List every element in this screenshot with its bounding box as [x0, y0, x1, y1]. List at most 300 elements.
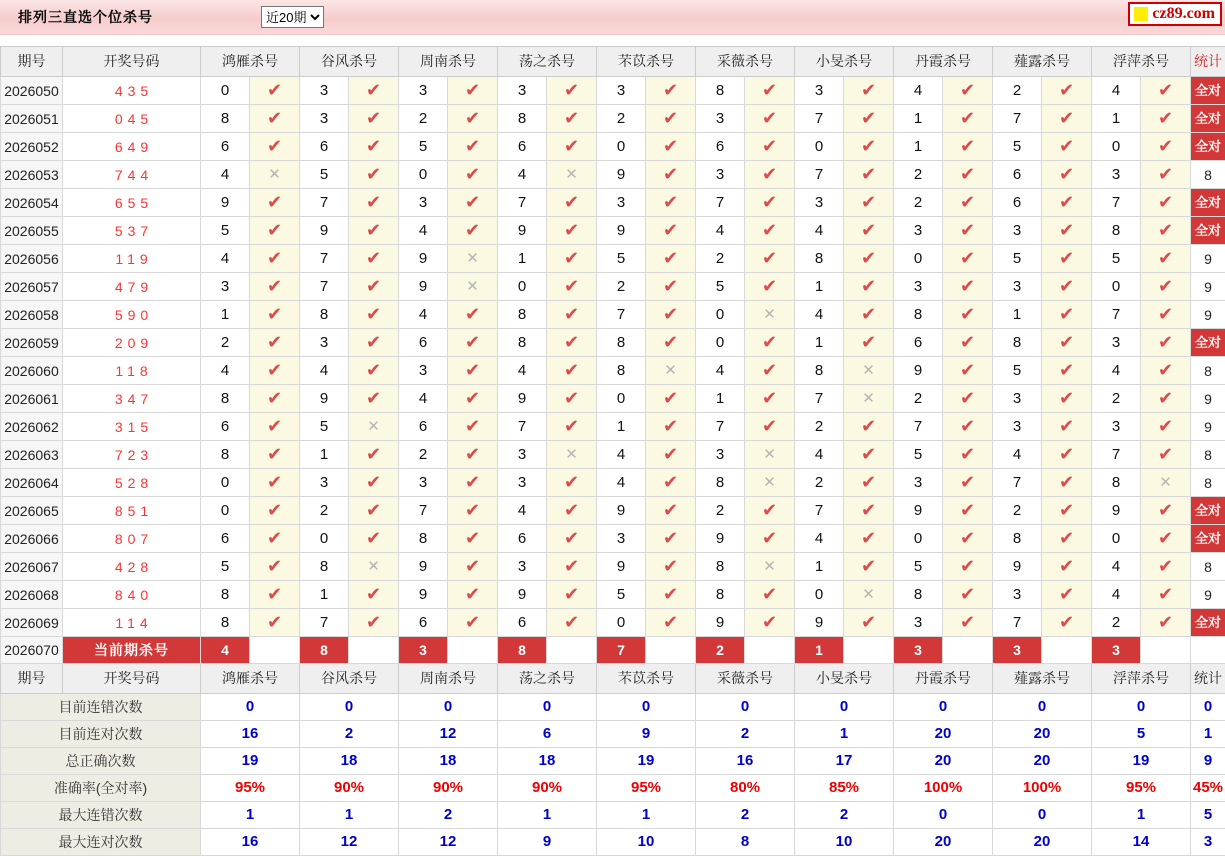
- kill-number-cell: 9: [300, 385, 349, 413]
- check-icon: ✔: [762, 500, 777, 520]
- check-icon: ✔: [1059, 584, 1074, 604]
- current-kill-cell: 8: [498, 637, 547, 664]
- summary-value-cell: 90%: [498, 775, 597, 802]
- check-icon: ✔: [465, 584, 480, 604]
- kill-number-cell: 8: [597, 329, 646, 357]
- mark-cell: [844, 357, 894, 385]
- mark-cell: [547, 581, 597, 609]
- mark-cell: [1042, 217, 1092, 245]
- check-icon: ✔: [960, 80, 975, 100]
- summary-label-cell: 最大连对次数: [1, 829, 201, 856]
- mark-cell: [646, 301, 696, 329]
- period-cell: 2026065: [1, 497, 63, 525]
- mark-cell: [646, 77, 696, 105]
- current-mark-placeholder: [943, 637, 993, 664]
- check-icon: ✔: [564, 332, 579, 352]
- mark-cell: [844, 441, 894, 469]
- table-row: [1, 217, 1225, 245]
- kill-number-cell: 9: [597, 553, 646, 581]
- mark-cell: [448, 357, 498, 385]
- x-icon: ✕: [862, 362, 875, 379]
- summary-row: [1, 748, 1225, 775]
- kill-number-cell: 0: [597, 385, 646, 413]
- column-header-expert-4: 荡之杀号: [498, 664, 597, 694]
- check-icon: ✔: [1158, 500, 1173, 520]
- kill-number-cell: 3: [894, 609, 943, 637]
- column-header-expert-2: 谷风杀号: [300, 664, 399, 694]
- current-kill-cell: 3: [894, 637, 943, 664]
- table-row: [1, 525, 1225, 553]
- mark-cell: [943, 245, 993, 273]
- mark-cell: [250, 301, 300, 329]
- summary-row: [1, 694, 1225, 721]
- mark-cell: [250, 329, 300, 357]
- x-icon: ✕: [268, 166, 281, 183]
- table-row: [1, 161, 1225, 189]
- current-kill-cell: 3: [993, 637, 1042, 664]
- check-icon: ✔: [861, 108, 876, 128]
- check-icon: ✔: [465, 304, 480, 324]
- check-icon: ✔: [366, 164, 381, 184]
- kill-number-cell: 6: [399, 413, 448, 441]
- kill-number-cell: 2: [894, 161, 943, 189]
- mark-cell: [1141, 161, 1191, 189]
- kill-number-cell: 1: [300, 581, 349, 609]
- kill-number-cell: 7: [795, 385, 844, 413]
- check-icon: ✔: [663, 332, 678, 352]
- kill-number-cell: 4: [993, 441, 1042, 469]
- mark-cell: [349, 469, 399, 497]
- column-header-expert-4: 荡之杀号: [498, 47, 597, 77]
- mark-cell: [1042, 497, 1092, 525]
- mark-cell: [844, 469, 894, 497]
- table-row: [1, 609, 1225, 637]
- winning-number-cell: 119: [63, 245, 201, 273]
- column-header-winning-number: 开奖号码: [63, 664, 201, 694]
- mark-cell: [1141, 581, 1191, 609]
- summary-value-cell: 12: [399, 721, 498, 748]
- check-icon: ✔: [960, 332, 975, 352]
- kill-number-cell: 4: [795, 525, 844, 553]
- current-mark-placeholder: [646, 637, 696, 664]
- kill-number-cell: 4: [696, 217, 745, 245]
- check-icon: ✔: [762, 136, 777, 156]
- kill-number-cell: 7: [993, 105, 1042, 133]
- kill-number-cell: 9: [597, 161, 646, 189]
- mark-cell: [250, 413, 300, 441]
- mark-cell: [448, 77, 498, 105]
- kill-number-cell: 9: [894, 357, 943, 385]
- mark-cell: [1141, 77, 1191, 105]
- column-header-expert-3: 周南杀号: [399, 47, 498, 77]
- mark-cell: [349, 217, 399, 245]
- check-icon: ✔: [663, 136, 678, 156]
- kill-number-cell: 4: [1092, 357, 1141, 385]
- check-icon: ✔: [564, 388, 579, 408]
- summary-label-cell: 准确率(全对率): [1, 775, 201, 802]
- stat-cell: 8: [1191, 553, 1225, 581]
- kill-number-cell: 4: [201, 245, 250, 273]
- kill-number-cell: 6: [399, 329, 448, 357]
- mark-cell: [250, 525, 300, 553]
- check-icon: ✔: [861, 332, 876, 352]
- mark-cell: [250, 189, 300, 217]
- kill-number-cell: 6: [993, 189, 1042, 217]
- kill-number-cell: 3: [696, 105, 745, 133]
- mark-cell: [745, 497, 795, 525]
- check-icon: ✔: [465, 80, 480, 100]
- mark-cell: [1141, 469, 1191, 497]
- kill-number-cell: 9: [894, 497, 943, 525]
- check-icon: ✔: [267, 416, 282, 436]
- mark-cell: [547, 301, 597, 329]
- x-icon: ✕: [763, 446, 776, 463]
- summary-value-cell: 1: [201, 802, 300, 829]
- kill-number-cell: 9: [399, 581, 448, 609]
- mark-cell: [547, 441, 597, 469]
- kill-number-cell: 1: [795, 273, 844, 301]
- mark-cell: [349, 329, 399, 357]
- mark-cell: [448, 609, 498, 637]
- kill-number-cell: 3: [498, 553, 547, 581]
- summary-value-cell: 16: [201, 721, 300, 748]
- kill-number-cell: 4: [1092, 581, 1141, 609]
- kill-number-cell: 3: [498, 469, 547, 497]
- stat-cell: 9: [1191, 301, 1225, 329]
- kill-number-cell: 2: [1092, 609, 1141, 637]
- mark-cell: [250, 441, 300, 469]
- check-icon: ✔: [564, 192, 579, 212]
- kill-number-cell: 7: [1092, 441, 1141, 469]
- current-kill-cell: 3: [1092, 637, 1141, 664]
- summary-value-cell: 17: [795, 748, 894, 775]
- x-icon: ✕: [763, 558, 776, 575]
- check-icon: ✔: [564, 472, 579, 492]
- mark-cell: [943, 301, 993, 329]
- summary-value-cell: 14: [1092, 829, 1191, 856]
- kill-number-cell: 0: [1092, 133, 1141, 161]
- period-cell: 2026068: [1, 581, 63, 609]
- kill-number-cell: 3: [993, 273, 1042, 301]
- check-icon: ✔: [960, 444, 975, 464]
- summary-value-cell: 0: [597, 694, 696, 721]
- kill-number-cell: 5: [894, 553, 943, 581]
- check-icon: ✔: [663, 472, 678, 492]
- kill-number-cell: 7: [696, 189, 745, 217]
- check-icon: ✔: [762, 388, 777, 408]
- check-icon: ✔: [762, 192, 777, 212]
- mark-cell: [250, 357, 300, 385]
- period-cell: 2026062: [1, 413, 63, 441]
- current-mark-placeholder: [745, 637, 795, 664]
- kill-number-cell: 0: [201, 497, 250, 525]
- mark-cell: [547, 189, 597, 217]
- summary-value-cell: 90%: [300, 775, 399, 802]
- summary-total-cell: 5: [1191, 802, 1225, 829]
- kill-number-cell: 5: [597, 245, 646, 273]
- mark-cell: [1141, 329, 1191, 357]
- mark-cell: [547, 217, 597, 245]
- summary-value-cell: 19: [1092, 748, 1191, 775]
- mark-cell: [745, 609, 795, 637]
- check-icon: ✔: [465, 556, 480, 576]
- check-icon: ✔: [564, 500, 579, 520]
- kill-number-cell: 4: [498, 357, 547, 385]
- column-header-expert-5: 芣苡杀号: [597, 664, 696, 694]
- mark-cell: [1042, 385, 1092, 413]
- mark-cell: [547, 469, 597, 497]
- kill-number-cell: 7: [795, 497, 844, 525]
- check-icon: ✔: [267, 556, 282, 576]
- mark-cell: [250, 245, 300, 273]
- summary-value-cell: 18: [399, 748, 498, 775]
- mark-cell: [646, 553, 696, 581]
- summary-row: [1, 721, 1225, 748]
- summary-value-cell: 9: [498, 829, 597, 856]
- summary-row: [1, 802, 1225, 829]
- mark-cell: [943, 385, 993, 413]
- check-icon: ✔: [465, 500, 480, 520]
- kill-number-cell: 3: [894, 217, 943, 245]
- summary-value-cell: 80%: [696, 775, 795, 802]
- mark-cell: [250, 385, 300, 413]
- stat-cell: 9: [1191, 245, 1225, 273]
- kill-number-cell: 3: [795, 77, 844, 105]
- check-icon: ✔: [1158, 360, 1173, 380]
- check-icon: ✔: [267, 80, 282, 100]
- column-header-expert-8: 丹霞杀号: [894, 664, 993, 694]
- mark-cell: [844, 609, 894, 637]
- check-icon: ✔: [267, 192, 282, 212]
- stat-cell: 9: [1191, 581, 1225, 609]
- kill-number-cell: 8: [498, 301, 547, 329]
- summary-value-cell: 85%: [795, 775, 894, 802]
- kill-number-cell: 0: [894, 245, 943, 273]
- stat-badge-all-correct: 全对: [1191, 525, 1225, 553]
- summary-value-cell: 1: [300, 802, 399, 829]
- stat-badge-all-correct: 全对: [1191, 105, 1225, 133]
- mark-cell: [349, 609, 399, 637]
- mark-cell: [646, 581, 696, 609]
- check-icon: ✔: [663, 444, 678, 464]
- kill-number-cell: 2: [993, 497, 1042, 525]
- kill-number-cell: 0: [498, 273, 547, 301]
- check-icon: ✔: [564, 360, 579, 380]
- kill-number-cell: 5: [201, 553, 250, 581]
- check-icon: ✔: [663, 108, 678, 128]
- mark-cell: [448, 497, 498, 525]
- kill-number-cell: 3: [399, 469, 448, 497]
- check-icon: ✔: [960, 416, 975, 436]
- kill-number-cell: 0: [399, 161, 448, 189]
- mark-cell: [349, 189, 399, 217]
- check-icon: ✔: [1158, 192, 1173, 212]
- check-icon: ✔: [861, 136, 876, 156]
- mark-cell: [646, 357, 696, 385]
- kill-number-cell: 5: [1092, 245, 1141, 273]
- kill-number-cell: 8: [993, 525, 1042, 553]
- kill-number-cell: 3: [597, 189, 646, 217]
- check-icon: ✔: [465, 444, 480, 464]
- check-icon: ✔: [564, 528, 579, 548]
- kill-number-cell: 0: [300, 525, 349, 553]
- kill-number-cell: 1: [498, 245, 547, 273]
- column-header-expert-9: 薤露杀号: [993, 47, 1092, 77]
- mark-cell: [844, 385, 894, 413]
- summary-value-cell: 5: [1092, 721, 1191, 748]
- summary-value-cell: 95%: [201, 775, 300, 802]
- table-row: [1, 413, 1225, 441]
- mark-cell: [1141, 133, 1191, 161]
- summary-value-cell: 0: [498, 694, 597, 721]
- check-icon: ✔: [267, 612, 282, 632]
- check-icon: ✔: [366, 584, 381, 604]
- check-icon: ✔: [366, 360, 381, 380]
- kill-number-cell: 8: [696, 469, 745, 497]
- check-icon: ✔: [960, 248, 975, 268]
- summary-value-cell: 0: [894, 802, 993, 829]
- kill-number-cell: 5: [300, 161, 349, 189]
- mark-cell: [448, 329, 498, 357]
- x-icon: ✕: [763, 474, 776, 491]
- column-header-expert-7: 小旻杀号: [795, 47, 894, 77]
- mark-cell: [349, 105, 399, 133]
- mark-cell: [547, 525, 597, 553]
- check-icon: ✔: [960, 556, 975, 576]
- winning-number-cell: 114: [63, 609, 201, 637]
- kill-number-cell: 0: [1092, 525, 1141, 553]
- period-cell: 2026064: [1, 469, 63, 497]
- kill-number-cell: 6: [696, 133, 745, 161]
- kill-number-cell: 9: [399, 553, 448, 581]
- column-header-period: 期号: [1, 47, 63, 77]
- summary-value-cell: 12: [399, 829, 498, 856]
- mark-cell: [1042, 553, 1092, 581]
- check-icon: ✔: [366, 220, 381, 240]
- summary-value-cell: 16: [696, 748, 795, 775]
- check-icon: ✔: [1059, 248, 1074, 268]
- mark-cell: [1141, 217, 1191, 245]
- kill-number-cell: 2: [993, 77, 1042, 105]
- kill-number-cell: 2: [399, 441, 448, 469]
- mark-cell: [448, 553, 498, 581]
- mark-cell: [1141, 553, 1191, 581]
- kill-number-cell: 3: [993, 385, 1042, 413]
- kill-number-cell: 9: [993, 553, 1042, 581]
- period-cell: 2026051: [1, 105, 63, 133]
- check-icon: ✔: [663, 192, 678, 212]
- kill-number-cell: 3: [300, 105, 349, 133]
- kill-number-cell: 3: [300, 329, 349, 357]
- mark-cell: [250, 105, 300, 133]
- site-logo[interactable]: [1128, 2, 1222, 26]
- check-icon: ✔: [861, 192, 876, 212]
- current-kill-cell: 2: [696, 637, 745, 664]
- kill-number-cell: 5: [597, 581, 646, 609]
- mark-cell: [1042, 77, 1092, 105]
- summary-value-cell: 0: [201, 694, 300, 721]
- logo-text: cz89.com: [1152, 5, 1215, 23]
- winning-number-cell: 428: [63, 553, 201, 581]
- mark-cell: [250, 469, 300, 497]
- mark-cell: [943, 609, 993, 637]
- check-icon: ✔: [366, 612, 381, 632]
- check-icon: ✔: [1059, 304, 1074, 324]
- check-icon: ✔: [762, 276, 777, 296]
- period-range-select[interactable]: [261, 6, 324, 28]
- kill-number-cell: 3: [696, 161, 745, 189]
- mark-cell: [943, 329, 993, 357]
- kill-number-cell: 8: [498, 105, 547, 133]
- mark-cell: [844, 413, 894, 441]
- check-icon: ✔: [267, 136, 282, 156]
- summary-value-cell: 2: [399, 802, 498, 829]
- check-icon: ✔: [960, 304, 975, 324]
- mark-cell: [745, 273, 795, 301]
- kill-number-cell: 0: [597, 133, 646, 161]
- mark-cell: [943, 105, 993, 133]
- check-icon: ✔: [366, 388, 381, 408]
- kill-number-cell: 2: [300, 497, 349, 525]
- kill-number-cell: 4: [399, 301, 448, 329]
- kill-number-cell: 4: [399, 385, 448, 413]
- kill-number-cell: 9: [399, 245, 448, 273]
- kill-number-cell: 4: [597, 441, 646, 469]
- check-icon: ✔: [465, 472, 480, 492]
- summary-row: [1, 775, 1225, 802]
- kill-number-cell: 1: [795, 329, 844, 357]
- kill-number-cell: 8: [795, 245, 844, 273]
- check-icon: ✔: [564, 584, 579, 604]
- stat-cell: 8: [1191, 161, 1225, 189]
- stat-cell: 8: [1191, 441, 1225, 469]
- kill-number-cell: 3: [300, 77, 349, 105]
- table-row: [1, 245, 1225, 273]
- stat-badge-all-correct: 全对: [1191, 133, 1225, 161]
- mark-cell: [844, 553, 894, 581]
- kill-number-cell: 5: [993, 245, 1042, 273]
- current-mark-placeholder: [547, 637, 597, 664]
- kill-number-cell: 8: [696, 581, 745, 609]
- mark-cell: [1141, 385, 1191, 413]
- kill-number-cell: 1: [993, 301, 1042, 329]
- kill-number-cell: 4: [201, 161, 250, 189]
- summary-value-cell: 19: [597, 748, 696, 775]
- summary-value-cell: 20: [894, 829, 993, 856]
- mark-cell: [745, 553, 795, 581]
- check-icon: ✔: [861, 416, 876, 436]
- mark-cell: [745, 77, 795, 105]
- kill-number-cell: 9: [498, 217, 547, 245]
- x-icon: ✕: [1159, 474, 1172, 491]
- mark-cell: [943, 77, 993, 105]
- check-icon: ✔: [267, 220, 282, 240]
- period-cell: 2026063: [1, 441, 63, 469]
- check-icon: ✔: [267, 248, 282, 268]
- check-icon: ✔: [366, 304, 381, 324]
- mark-cell: [943, 161, 993, 189]
- kill-number-cell: 8: [399, 525, 448, 553]
- mark-cell: [349, 581, 399, 609]
- check-icon: ✔: [663, 220, 678, 240]
- mark-cell: [1042, 469, 1092, 497]
- mark-cell: [250, 217, 300, 245]
- table-row: [1, 581, 1225, 609]
- table-row: [1, 553, 1225, 581]
- check-icon: ✔: [366, 500, 381, 520]
- column-header-expert-6: 采薇杀号: [696, 47, 795, 77]
- column-header-expert-6: 采薇杀号: [696, 664, 795, 694]
